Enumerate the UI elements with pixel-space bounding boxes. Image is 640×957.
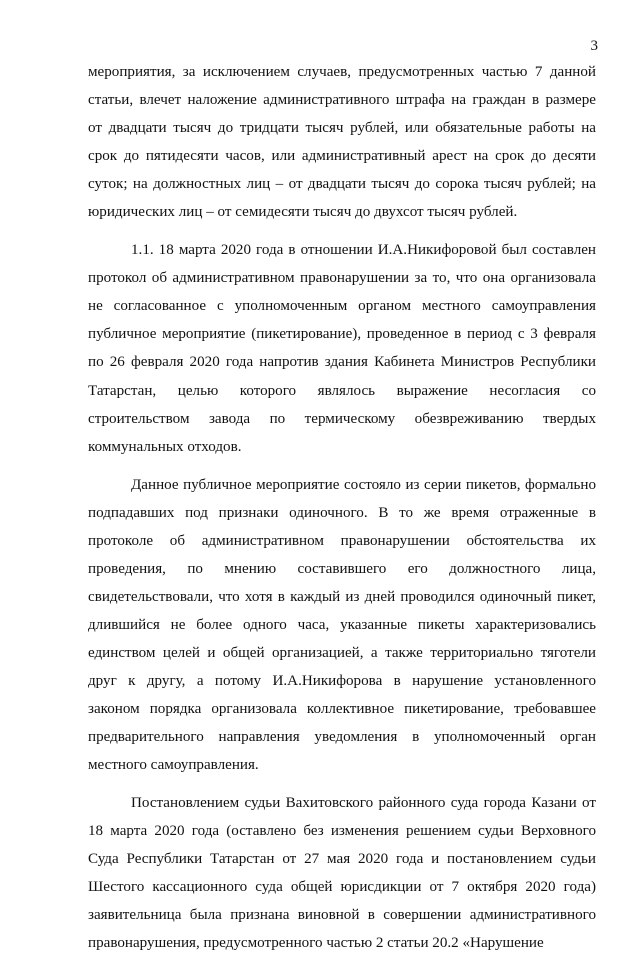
text-line: свидетельствовали, что хотя в каждый из дней проводился одиночный пикет, bbox=[88, 588, 596, 605]
paragraph bbox=[88, 789, 596, 957]
text-line: законом порядка организовала коллективное пикетирование, требовавшее bbox=[88, 701, 596, 718]
text-line: местного самоуправления. bbox=[88, 757, 259, 774]
text-line: 18 марта 2020 года (оставлено без изменения решением судьи Верховного bbox=[88, 823, 596, 840]
paragraph-gap bbox=[88, 779, 596, 789]
text-line: статьи, влечет наложение административного штрафа на граждан в размере bbox=[88, 92, 596, 109]
text-line: протокол об административном правонарушении за то, что она организовала bbox=[88, 270, 596, 287]
text-line: предварительного направления уведомления в уполномоченный орган bbox=[88, 729, 596, 746]
text-line: Постановлением судьи Вахитовского районного суда города Казани от bbox=[131, 795, 596, 812]
text-line: единством целей и общей организацией, а также территориально тяготели bbox=[88, 644, 596, 661]
text-line: правонарушения, предусмотренного частью 2 статьи 20.2 «Нарушение bbox=[88, 935, 544, 952]
text-line: Татарстан, целью которого являлось выражение несогласия со bbox=[88, 382, 596, 399]
text-line: коммунальных отходов. bbox=[88, 438, 242, 455]
text-line: по 26 февраля 2020 года напротив здания Кабинета Министров Республики bbox=[88, 354, 596, 371]
text-line: мероприятия, за исключением случаев, предусмотренных частью 7 данной bbox=[88, 64, 596, 80]
text-line: длившийся не более одного часа, указанные пикеты характеризовались bbox=[88, 616, 596, 633]
text-line: публичное мероприятие (пикетирование), проведенное в период с 3 февраля bbox=[88, 326, 596, 343]
paragraph-gap bbox=[88, 226, 596, 236]
paragraph bbox=[88, 236, 596, 460]
text-line: Суда Республики Татарстан от 27 мая 2020 года и постановлением судьи bbox=[88, 851, 596, 868]
paragraph bbox=[88, 471, 596, 780]
paragraph bbox=[88, 58, 596, 226]
text-line: подпадавших под признаки одиночного. В то же время отраженные в bbox=[88, 504, 596, 521]
text-line: срок до пятидесяти часов, или административный арест на срок до десяти bbox=[88, 148, 596, 165]
text-line: 1.1. 18 марта 2020 года в отношении И.А.Никифоровой был составлен bbox=[131, 242, 596, 259]
text-line: друг к другу, а потому И.А.Никифорова в нарушение установленного bbox=[88, 672, 596, 689]
text-line: не согласованное с уполномоченным органом местного самоуправления bbox=[88, 298, 596, 315]
text-line: суток; на должностных лиц – от двадцати тысяч до сорока тысяч рублей; на bbox=[88, 176, 596, 193]
paragraph-gap bbox=[88, 461, 596, 471]
text-line: от двадцати тысяч до тридцати тысяч рублей, или обязательные работы на bbox=[88, 120, 596, 137]
text-line: Шестого кассационного суда общей юрисдикции от 7 октября 2020 года) bbox=[88, 879, 596, 896]
text-line: заявительница была признана виновной в совершении административного bbox=[88, 907, 596, 924]
page-number: 3 bbox=[590, 38, 598, 54]
document-body bbox=[88, 58, 596, 957]
text-line: протоколе об административном правонарушении обстоятельства их bbox=[88, 532, 596, 549]
text-line: юридических лиц – от семидесяти тысяч до двухсот тысяч рублей. bbox=[88, 204, 518, 221]
text-line: проведения, по мнению составившего его должностного лица, bbox=[88, 560, 596, 577]
text-line: Данное публичное мероприятие состояло из серии пикетов, формально bbox=[131, 476, 596, 493]
text-line: строительством завода по термическому обезвреживанию твердых bbox=[88, 410, 596, 427]
